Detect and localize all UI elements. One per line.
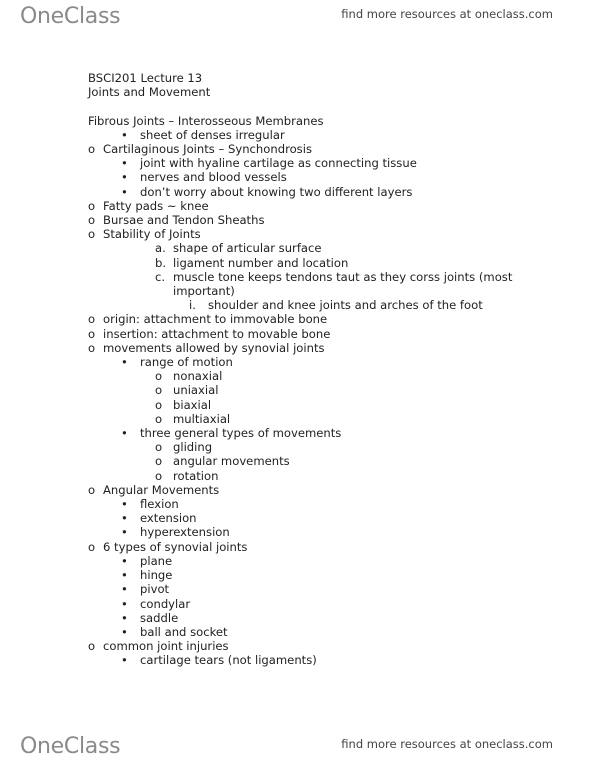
page-footer: [0, 730, 595, 770]
outline-item: [88, 525, 558, 539]
outline-text: multiaxial: [173, 411, 231, 426]
outline-marker: o: [155, 383, 163, 398]
lecture-notes: [88, 71, 558, 668]
outline-item: [88, 355, 558, 369]
outline-item: [88, 369, 558, 383]
outline-item: [88, 185, 558, 199]
outline-item: [88, 398, 558, 412]
outline-item: [88, 241, 558, 255]
outline-item: [88, 653, 558, 667]
outline-marker: •: [121, 596, 128, 611]
outline-text: range of motion: [140, 355, 233, 370]
outline-text: ball and socket: [140, 624, 228, 639]
outline-item: [88, 483, 558, 497]
course-title: BSCI201 Lecture 13: [88, 71, 203, 85]
outline-item: [88, 270, 558, 284]
oneclass-logo[interactable]: OneClass: [20, 4, 121, 29]
outline-text: saddle: [140, 610, 179, 625]
outline-item: [88, 625, 558, 639]
outline-item: [88, 114, 558, 128]
outline-marker: o: [88, 213, 96, 228]
outline-text: hinge: [140, 568, 173, 583]
outline-item: [88, 597, 558, 611]
outline-text: nonaxial: [173, 369, 223, 384]
outline-text: three general types of movements: [140, 426, 342, 441]
outline-item: [88, 142, 558, 156]
outline-item: [88, 312, 558, 326]
outline-text: cartilage tears (not ligaments): [140, 653, 317, 668]
outline-item: [88, 227, 558, 241]
outline-text: Angular Movements: [103, 482, 220, 497]
outline-item: [88, 383, 558, 397]
outline-item: [88, 568, 558, 582]
outline-text: Fibrous Joints – Interosseous Membranes: [88, 113, 324, 128]
outline-marker: •: [121, 355, 128, 370]
outline-text: hyperextension: [140, 525, 230, 540]
outline-item: [88, 454, 558, 468]
outline-text: joint with hyaline cartilage as connecting tissue: [140, 156, 417, 171]
outline-item: [88, 256, 558, 270]
outline-text: common joint injuries: [103, 639, 229, 654]
outline-marker: o: [155, 411, 163, 426]
outline-item: [88, 327, 558, 341]
outline-item: [88, 412, 558, 426]
outline-marker: •: [121, 525, 128, 540]
outline-text: angular movements: [173, 454, 290, 469]
outline-item: [88, 156, 558, 170]
outline-text: Stability of Joints: [103, 227, 201, 242]
outline-text: Bursae and Tendon Sheaths: [103, 213, 265, 228]
outline-item: [88, 213, 558, 227]
outline-marker: o: [88, 198, 96, 213]
outline-marker: •: [121, 610, 128, 625]
outline-marker: o: [88, 312, 96, 327]
outline-marker: •: [121, 582, 128, 597]
page-header: [0, 0, 595, 40]
outline-marker: o: [88, 539, 96, 554]
outline-text: insertion: attachment to movable bone: [103, 326, 331, 341]
outline-marker: •: [121, 624, 128, 639]
outline-marker: o: [155, 369, 163, 384]
outline-list: [88, 114, 558, 668]
outline-marker: •: [121, 127, 128, 142]
outline-text: gliding: [173, 440, 213, 455]
outline-item: [88, 497, 558, 511]
outline-item: [88, 284, 558, 298]
outline-text: uniaxial: [173, 383, 219, 398]
outline-marker: o: [88, 142, 96, 156]
outline-marker: o: [88, 482, 96, 497]
outline-text: shoulder and knee joints and arches of the foot: [208, 298, 483, 313]
outline-item: [88, 611, 558, 625]
outline-marker: o: [155, 468, 163, 483]
outline-text: don’t worry about knowing two different layers: [140, 184, 413, 199]
outline-marker: o: [155, 397, 163, 412]
resources-link[interactable]: find more resources at oneclass.com: [341, 7, 553, 21]
outline-marker: •: [121, 426, 128, 441]
outline-text: flexion: [140, 497, 179, 512]
outline-item: [88, 128, 558, 142]
outline-marker: o: [88, 326, 96, 341]
outline-item: [88, 639, 558, 653]
outline-marker: •: [121, 653, 128, 668]
outline-text: shape of articular surface: [173, 241, 322, 256]
outline-item: [88, 440, 558, 454]
outline-marker: o: [88, 639, 96, 654]
outline-item: [88, 341, 558, 355]
outline-item: [88, 199, 558, 213]
outline-marker: •: [121, 511, 128, 526]
outline-item: [88, 540, 558, 554]
outline-item: [88, 554, 558, 568]
outline-marker: •: [121, 497, 128, 512]
outline-text: important): [173, 284, 235, 299]
outline-marker: o: [155, 454, 163, 469]
oneclass-logo-footer[interactable]: OneClass: [20, 734, 121, 759]
lecture-topic: Joints and Movement: [88, 85, 211, 100]
outline-text: biaxial: [173, 397, 212, 412]
outline-item: [88, 469, 558, 483]
outline-marker: a.: [155, 241, 166, 256]
outline-marker: o: [155, 440, 163, 455]
outline-text: movements allowed by synovial joints: [103, 340, 325, 355]
outline-text: origin: attachment to immovable bone: [103, 312, 328, 327]
outline-marker: i.: [189, 298, 196, 313]
outline-marker: •: [121, 156, 128, 171]
outline-marker: o: [88, 227, 96, 242]
outline-item: [88, 582, 558, 596]
outline-marker: o: [88, 340, 96, 355]
outline-text: nerves and blood vessels: [140, 170, 287, 185]
outline-marker: •: [121, 184, 128, 199]
outline-marker: c.: [155, 269, 166, 284]
outline-text: rotation: [173, 468, 219, 483]
outline-marker: •: [121, 170, 128, 185]
outline-text: ligament number and location: [173, 255, 349, 270]
outline-text: Cartilaginous Joints – Synchondrosis: [103, 142, 312, 156]
outline-marker: •: [121, 568, 128, 583]
outline-text: plane: [140, 553, 173, 568]
outline-item: [88, 170, 558, 184]
outline-item: [88, 426, 558, 440]
outline-text: 6 types of synovial joints: [103, 539, 248, 554]
spacer: [88, 99, 558, 113]
outline-item: [88, 298, 558, 312]
outline-marker: b.: [155, 255, 167, 270]
outline-item: [88, 511, 558, 525]
resources-link-footer[interactable]: find more resources at oneclass.com: [341, 737, 553, 751]
outline-text: muscle tone keeps tendons taut as they corss joints (most: [173, 269, 513, 284]
outline-text: pivot: [140, 582, 170, 597]
outline-text: Fatty pads ~ knee: [103, 198, 209, 213]
outline-text: condylar: [140, 596, 191, 611]
outline-text: extension: [140, 511, 197, 526]
outline-text: sheet of denses irregular: [140, 127, 285, 142]
outline-marker: •: [121, 553, 128, 568]
